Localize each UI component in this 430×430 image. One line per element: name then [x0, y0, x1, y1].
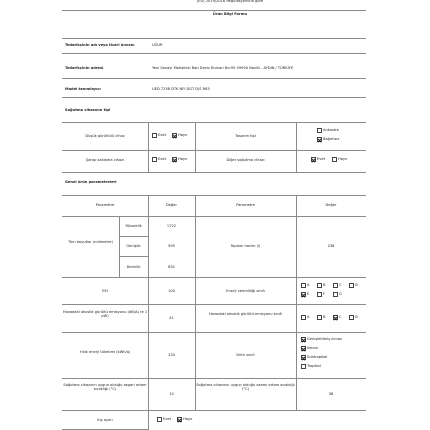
energy-class-label: Enerji verimliliği sınıfı — [226, 289, 265, 293]
winter-no-checkbox[interactable] — [177, 417, 182, 422]
annual-energy-label: Yıllık enerji tüketimi (kWh/a) — [79, 350, 131, 354]
built-in-checkbox[interactable] — [317, 128, 322, 133]
wine-yes-label: Evet — [158, 157, 167, 161]
supplier-address-label: Tedarikçinin adresi — [65, 66, 104, 70]
supplier-name-value: UĞUR — [152, 43, 163, 47]
depth-label: Derinlik — [126, 265, 141, 269]
design-type-label: Tasarım tipi — [235, 134, 256, 138]
energy-class-c-label: C — [339, 283, 342, 287]
noise-class-d-label: D — [355, 315, 358, 319]
noise-class-a-label: A — [307, 315, 310, 319]
wine-storage-label: Şarap saklama cihazı — [85, 158, 125, 162]
energy-class-g-checkbox[interactable] — [333, 292, 338, 297]
energy-class-e-checkbox[interactable] — [301, 292, 306, 297]
energy-class-c-checkbox[interactable] — [333, 283, 338, 288]
low-noise-yes-label: Evet — [158, 133, 167, 137]
total-volume-value: 238 — [327, 244, 335, 248]
free-standing-checkbox[interactable] — [317, 137, 322, 142]
winter-yes-checkbox[interactable] — [157, 417, 162, 422]
noise-class-b-label: B — [323, 315, 326, 319]
climate-class-3-label: Subtropikal — [307, 355, 328, 359]
noise-label: Havadaki akustik gürültü emisyonu (dB(A) re 1 pW) — [62, 310, 148, 319]
min-temp-label: Soğutma cihazının uygun olduğu asgari ortam sıcaklığı (°C) — [63, 383, 147, 392]
supplier-address-value: Yeni Sanayi Mahallesi Batı Deniz Bulvarı No:95 09900 Nazilli - AYDIN / TÜRKİYE — [152, 66, 294, 70]
climate-class-3-checkbox[interactable] — [301, 355, 306, 360]
depth-value: 632 — [168, 265, 175, 269]
noise-class-c-label: C — [339, 315, 342, 319]
width-value: 595 — [168, 244, 175, 248]
general-section-title: Genel ürün parametreleri — [65, 180, 117, 184]
dimensions-label: Tüm boyutlar (milimetre) — [68, 240, 113, 244]
value-header-2: Değer — [325, 203, 337, 207]
climate-class-label: İklim sınıfı — [236, 353, 255, 357]
min-temp-value: 10 — [169, 392, 174, 396]
winter-setting-label: Kış ayarı — [97, 418, 113, 422]
supplier-name-label: Tedarikçinin adı veya ticari ünvanı — [65, 43, 135, 47]
climate-class-4-checkbox[interactable] — [301, 364, 306, 369]
param-header-1: Parametre — [95, 203, 115, 207]
annual-energy-value: 234 — [168, 353, 175, 357]
energy-class-a-checkbox[interactable] — [301, 283, 306, 288]
built-in-label: Ankastre — [323, 128, 339, 132]
noise-class-a-checkbox[interactable] — [301, 315, 306, 320]
wine-no-checkbox[interactable] — [172, 157, 177, 162]
energy-class-a-label: A — [307, 283, 310, 287]
climate-class-1-label: Genişletilmiş ılıman — [307, 337, 343, 341]
other-yes-checkbox[interactable] — [311, 157, 316, 162]
energy-class-f-checkbox[interactable] — [317, 292, 322, 297]
max-temp-label: Soğutma cihazının uygun olduğu azami ortam sıcaklığı (°C) — [196, 383, 295, 392]
form-title: Ürün Bilgi Formu — [212, 12, 248, 16]
low-noise-no-checkbox[interactable] — [172, 133, 177, 138]
low-noise-label: Düşük gürültülü cihaz — [85, 134, 125, 138]
height-label: Yükseklik — [125, 224, 142, 228]
energy-class-d-checkbox[interactable] — [349, 283, 354, 288]
energy-class-b-checkbox[interactable] — [317, 283, 322, 288]
value-header-1: Değer — [166, 203, 177, 207]
noise-class-b-checkbox[interactable] — [317, 315, 322, 320]
height-value: 1722 — [166, 224, 177, 228]
eei-value: 100 — [168, 289, 175, 293]
energy-class-e-label: E — [307, 292, 310, 296]
other-yes-label: Evet — [317, 157, 326, 161]
cooling-type-section-title: Soğutma cihazının tipi — [65, 108, 111, 112]
wine-yes-checkbox[interactable] — [152, 157, 157, 162]
low-noise-no-label: Hayır — [178, 133, 188, 137]
climate-class-1-checkbox[interactable] — [301, 337, 306, 342]
winter-no-label: Hayır — [183, 417, 193, 421]
energy-class-f-label: F — [323, 292, 326, 296]
climate-class-4-label: Tropikal — [307, 364, 321, 368]
other-cooling-label: Diğer soğutma cihazı — [226, 158, 265, 162]
wine-no-label: Hayır — [178, 157, 188, 161]
climate-class-2-label: Ilıman — [307, 346, 319, 350]
other-no-checkbox[interactable] — [332, 157, 337, 162]
noise-class-label: Havadaki akustik gürültü emisyonu sınıfı — [208, 312, 283, 316]
energy-class-d-label: D — [355, 283, 358, 287]
regulation-text: (EU) 2019/2016 Regülasyonuna göre — [196, 0, 264, 3]
energy-class-g-label: G — [339, 292, 342, 296]
climate-class-2-checkbox[interactable] — [301, 346, 306, 351]
model-value: UED 7238 DTK NFI DGT D/S R65 — [152, 87, 210, 91]
winter-yes-label: Evet — [163, 417, 172, 421]
model-label: Model tanımlayıcı — [65, 87, 101, 91]
param-header-2: Parametre — [236, 203, 255, 207]
noise-class-c-checkbox[interactable] — [333, 315, 338, 320]
low-noise-yes-checkbox[interactable] — [152, 133, 157, 138]
total-volume-label: Toplam hacim (l) — [230, 244, 261, 248]
noise-value: 41 — [169, 316, 174, 320]
free-standing-label: Bağımsız — [323, 137, 340, 141]
noise-class-d-checkbox[interactable] — [349, 315, 354, 320]
energy-class-b-label: B — [323, 283, 326, 287]
width-label: Genişlik — [126, 244, 141, 248]
other-no-label: Hayır — [338, 157, 348, 161]
eei-label: EEI — [102, 289, 108, 293]
max-temp-value: 38 — [328, 392, 334, 396]
